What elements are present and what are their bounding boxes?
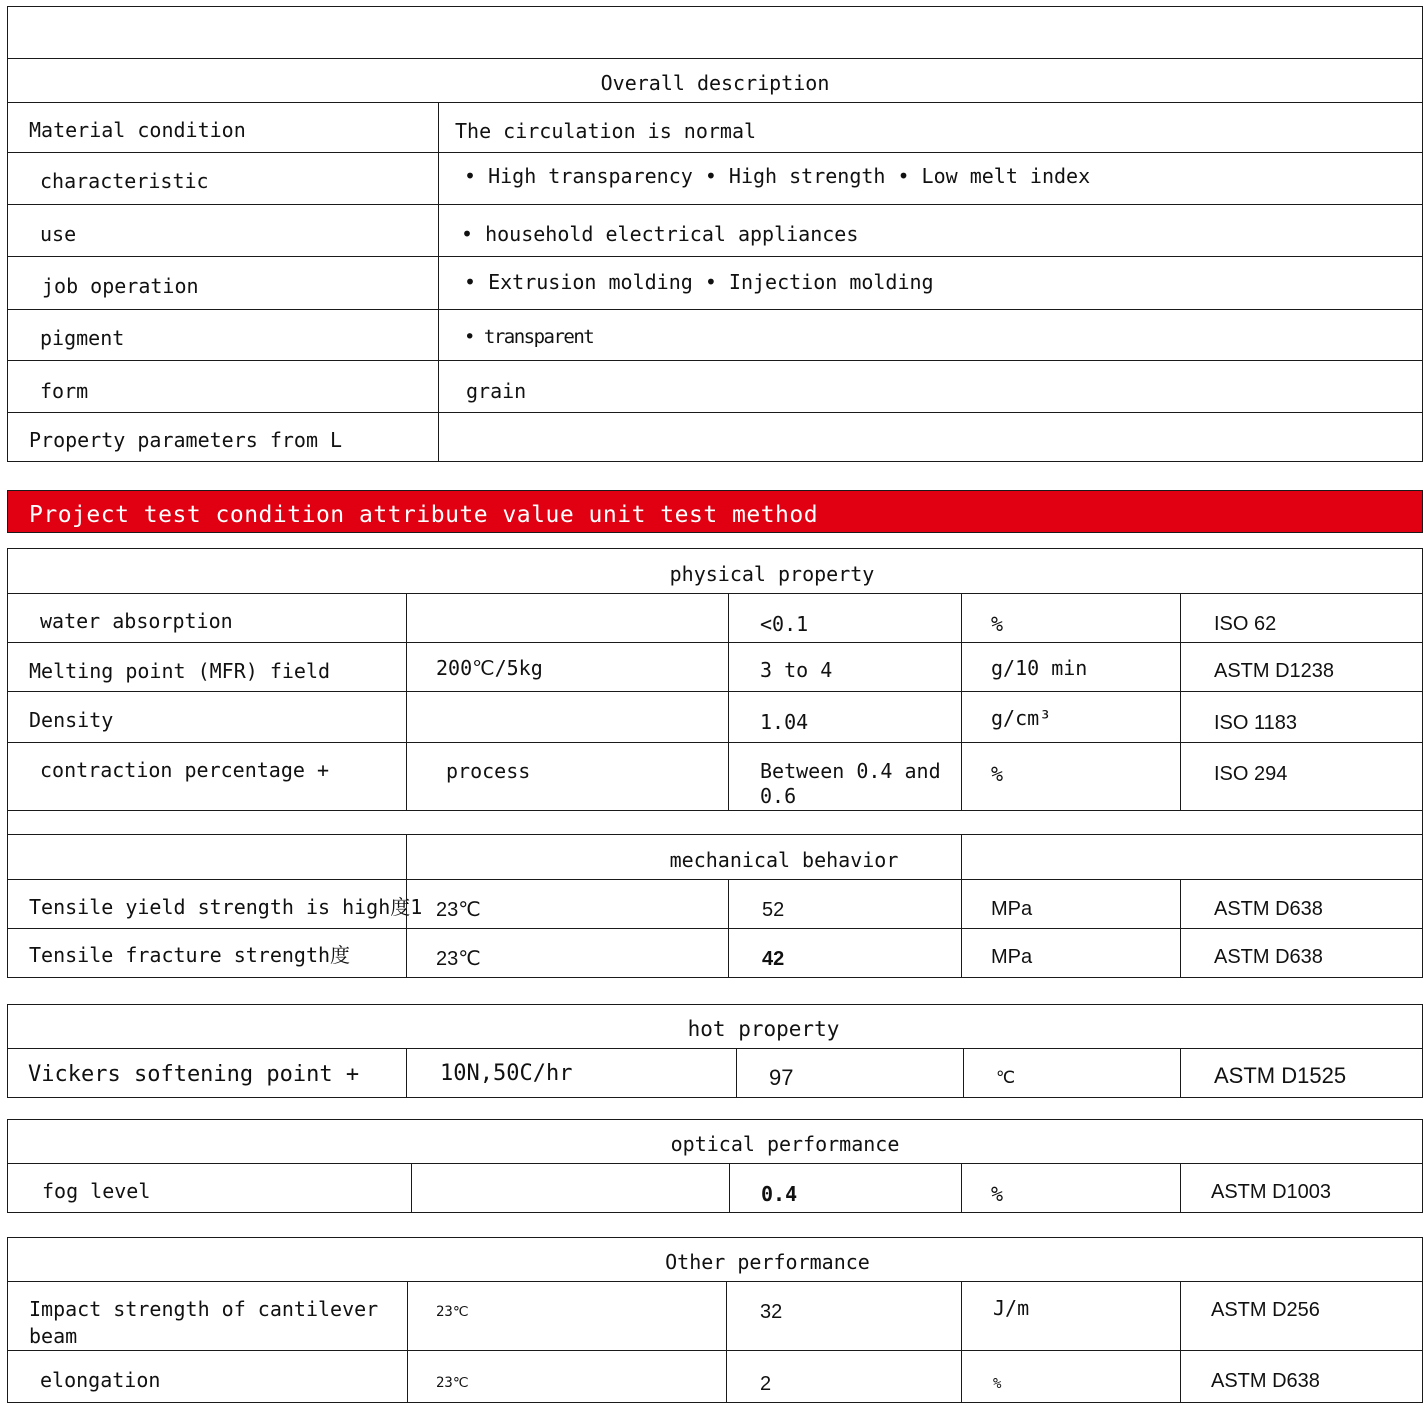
overview-label-pigment: pigment [40,326,125,350]
physical-item-contraction: contraction percentage + [40,758,329,782]
physical-item-melt-flow: Melting point (MFR) field [29,659,331,683]
physical-condition-melt-flow: 200℃/5kg [436,656,543,680]
optical-item-fog-level: fog level [42,1179,151,1203]
physical-value-contraction: Between 0.4 and 0.6 [760,759,941,808]
overview-label-use: use [40,222,77,246]
mechanical-method-tensile-yield: ASTM D638 [1214,898,1323,920]
other-method-impact-strength: ASTM D256 [1211,1299,1320,1321]
physical-item-water-absorption: water absorption [40,609,233,633]
mechanical-unit-tensile-yield: MPa [991,898,1033,920]
mechanical-value-tensile-yield: 52 [762,899,785,921]
physical-unit-density: g/cm³ [991,706,1052,730]
other-condition-elongation: 23℃ [436,1375,469,1391]
mechanical-condition-tensile-yield: 23℃ [436,899,481,921]
overview-title: Overall description [600,71,830,95]
other-item-impact-strength: Impact strength of cantilever beam [29,1297,379,1348]
other-unit-impact-strength: J/m [993,1296,1030,1320]
physical-value-density: 1.04 [760,710,809,734]
overview-label-material-condition: Material condition [29,118,246,142]
mechanical-item-tensile-fracture: Tensile fracture strength度 [29,943,351,967]
thermal-condition-vicat: 10N,50C/hr [440,1061,573,1086]
overview-label-job-operation: job operation [42,274,199,298]
other-value-impact-strength: 32 [760,1301,783,1323]
section-banner [7,490,1423,533]
thermal-method-vicat: ASTM D1525 [1214,1063,1347,1088]
overview-label-property-parameters: Property parameters from L [29,428,343,452]
overview-label-characteristic: characteristic [40,169,209,193]
physical-value-melt-flow: 3 to 4 [760,658,833,682]
mechanical-item-tensile-yield: Tensile yield strength is high度1 [29,895,423,919]
thermal-item-vicat: Vickers softening point + [28,1062,360,1087]
overview-value-form: grain [466,379,527,403]
physical-condition-contraction: process [446,759,531,783]
physical-method-contraction: ISO 294 [1214,763,1288,785]
physical-method-water-absorption: ISO 62 [1214,613,1277,635]
physical-title: physical property [669,562,875,586]
optical-unit-fog-level: % [991,1182,1004,1206]
mechanical-value-tensile-fracture: 42 [762,948,785,970]
overview-value-characteristic: • High transparency • High strength • Low melt index [464,164,1091,188]
mechanical-condition-tensile-fracture: 23℃ [436,948,481,970]
mechanical-method-tensile-fracture: ASTM D638 [1214,946,1323,968]
thermal-title: hot property [687,1017,840,1041]
thermal-unit-vicat: ℃ [996,1068,1016,1088]
overview-value-job-operation: • Extrusion molding • Injection molding [464,270,934,294]
physical-unit-contraction: % [991,762,1004,786]
overview-value-pigment: • transparent [464,326,594,348]
physical-value-water-absorption: <0.1 [760,612,809,636]
physical-item-density: Density [29,708,114,732]
mechanical-unit-tensile-fracture: MPa [991,946,1033,968]
overview-value-use: • household electrical appliances [461,222,859,246]
other-value-elongation: 2 [760,1373,772,1395]
optical-method-fog-level: ASTM D1003 [1211,1181,1332,1203]
optical-value-fog-level: 0.4 [761,1182,798,1206]
mechanical-title: mechanical behavior [669,848,899,872]
other-title: Other performance [665,1250,870,1274]
section-banner-text: Project test condition attribute value unit test method [29,502,819,528]
thermal-value-vicat: 97 [769,1065,794,1090]
optical-title: optical performance [670,1132,900,1156]
overview-value-material-condition: The circulation is normal [455,119,757,143]
physical-method-density: ISO 1183 [1214,712,1298,734]
other-item-elongation: elongation [40,1368,161,1392]
physical-unit-water-absorption: % [991,612,1004,636]
physical-method-melt-flow: ASTM D1238 [1214,660,1335,682]
other-condition-impact-strength: 23℃ [436,1304,469,1320]
overview-label-form: form [40,379,89,403]
physical-unit-melt-flow: g/10 min [991,656,1088,680]
other-method-elongation: ASTM D638 [1211,1370,1320,1392]
other-unit-elongation: % [993,1376,1002,1392]
